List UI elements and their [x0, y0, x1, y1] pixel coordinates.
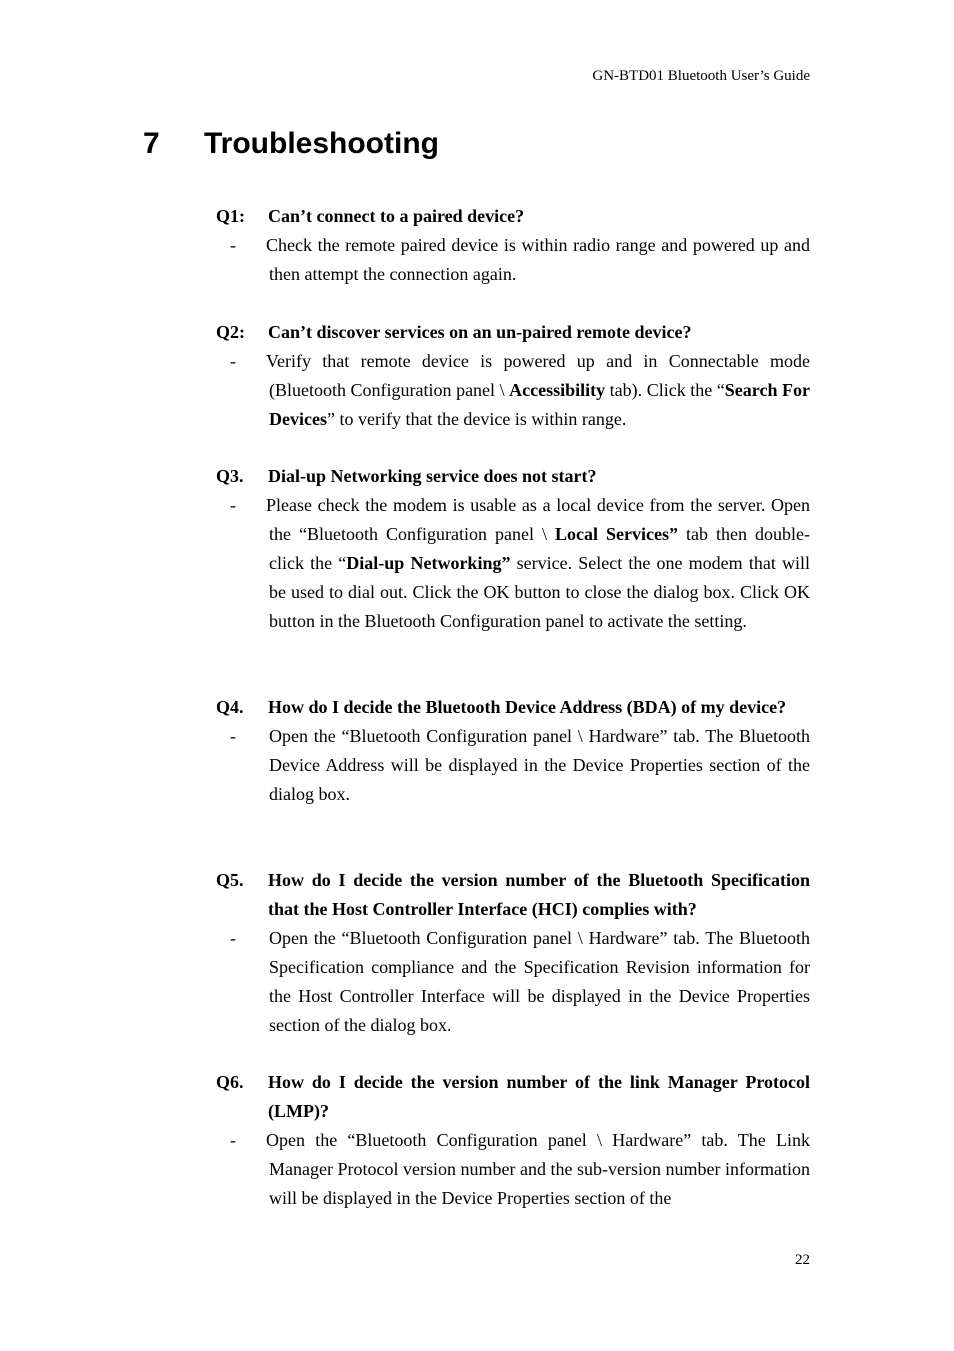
chapter-heading [143, 122, 439, 166]
question-id: Q1: [216, 206, 245, 226]
faq-item-q6 [216, 1068, 810, 1213]
answer-emphasis: Local Services” [555, 524, 678, 544]
answer-run: tab). Click the “ [605, 380, 725, 400]
bullet-dash: - [230, 1130, 236, 1150]
page-number: 22 [795, 1252, 810, 1268]
question-text: How do I decide the version number of the link Manager Protocol (LMP)? [268, 1072, 810, 1121]
question [216, 866, 810, 924]
question-id: Q4. [216, 697, 244, 717]
chapter-number: 7 [143, 127, 160, 160]
answer-text [266, 235, 810, 284]
question [216, 1068, 810, 1126]
answer-run: ” to verify that the device is within range. [326, 409, 627, 429]
answer [216, 1126, 810, 1213]
faq-item-q3 [216, 462, 810, 636]
faq-item-q5 [216, 866, 810, 1040]
bullet-dash: - [230, 235, 236, 255]
answer-text [269, 726, 810, 804]
answer-run: Verify that remote device is powered up and in Connectable mode (Bluetooth Configuration panel \ [266, 351, 810, 400]
question [216, 693, 810, 722]
running-header: GN-BTD01 Bluetooth User’s Guide [592, 68, 810, 84]
question-id: Q3. [216, 466, 244, 486]
answer-text [266, 1130, 810, 1208]
answer-emphasis: Search For Devices [269, 380, 810, 429]
faq-item-q2 [216, 318, 810, 434]
question [216, 462, 810, 491]
question [216, 202, 810, 231]
chapter-title: Troubleshooting [204, 127, 439, 160]
question [216, 318, 810, 347]
answer-emphasis: Accessibility [509, 380, 606, 400]
answer-run: Open the “Bluetooth Configuration panel \ Hardware” tab. The Bluetooth Specification compliance and the Specification Revision information for the Host Controller Interface will be displayed in the Device Properties section of the dialog box. [269, 928, 810, 1035]
faq-item-q1 [216, 202, 810, 289]
answer [216, 924, 810, 1040]
question-id: Q2: [216, 322, 245, 342]
answer [216, 231, 810, 289]
faq-item-q4 [216, 693, 810, 809]
bullet-dash: - [230, 726, 236, 746]
answer-run: Open the “Bluetooth Configuration panel \ Hardware” tab. The Link Manager Protocol version number and the sub-version number information will be displayed in the Device Properties section of the [266, 1130, 810, 1208]
answer [216, 722, 810, 809]
answer-text [266, 495, 810, 631]
answer [216, 491, 810, 636]
answer-run: service. Select the one modem that will be used to dial out. Click the OK button to close the dialog box. Click OK button in the Bluetooth Configuration panel to activate the setting. [269, 553, 810, 631]
question-text: Can’t connect to a paired device? [268, 206, 525, 226]
answer [216, 347, 810, 434]
bullet-dash: - [230, 928, 236, 948]
question-text: How do I decide the Bluetooth Device Address (BDA) of my device? [268, 697, 787, 717]
question-id: Q5. [216, 870, 244, 890]
answer-run: Check the remote paired device is within radio range and powered up and then attempt the connection again. [266, 235, 810, 284]
bullet-dash: - [230, 495, 236, 515]
answer-emphasis: Dial-up Networking” [346, 553, 511, 573]
answer-run: Please check the modem is usable as a local device from the server. Open the “Bluetooth Configuration panel \ [266, 495, 810, 544]
answer-text [266, 351, 810, 429]
answer-run: Open the “Bluetooth Configuration panel \ Hardware” tab. The Bluetooth Device Address will be displayed in the Device Properties section of the dialog box. [269, 726, 810, 804]
bullet-dash: - [230, 351, 236, 371]
answer-text [269, 928, 810, 1035]
answer-run: tab then double-click the “ [269, 524, 810, 573]
question-text: Can’t discover services on an un-paired remote device? [268, 322, 692, 342]
question-text: How do I decide the version number of the Bluetooth Specification that the Host Controller Interface (HCI) complies with? [268, 870, 810, 919]
question-id: Q6. [216, 1072, 244, 1092]
question-text: Dial-up Networking service does not start? [268, 466, 597, 486]
